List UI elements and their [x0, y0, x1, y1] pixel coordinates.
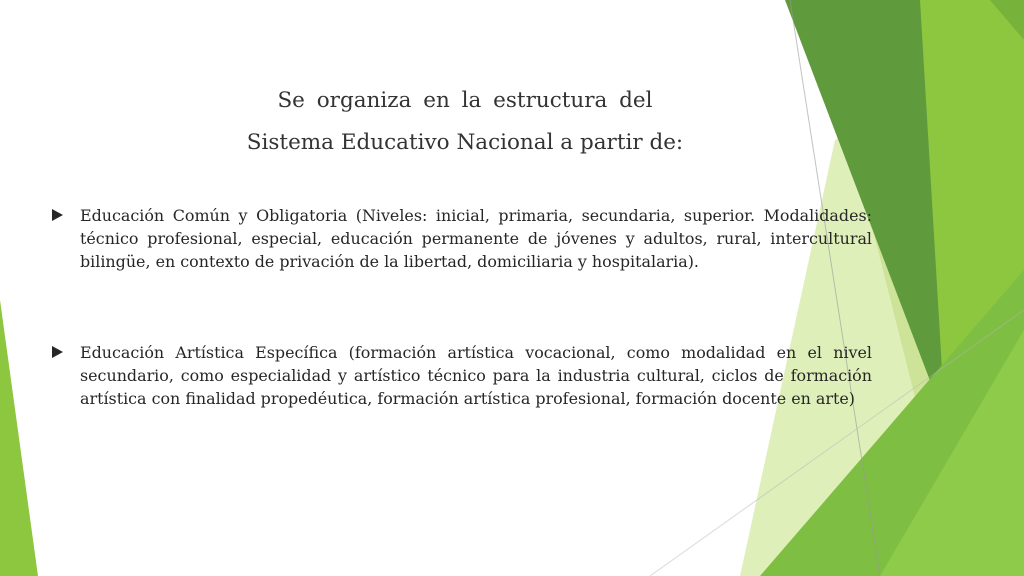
slide-title-line-2: Sistema Educativo Nacional a partir de:	[246, 130, 684, 155]
slide-title-line-1: Se organiza en la estructura del	[277, 88, 653, 113]
triangle-bullet-icon	[52, 209, 63, 221]
bullet-item	[52, 341, 872, 410]
bullet-text: Educación Común y Obligatoria (Niveles: inicial, primaria, secundaria, superior. Modalidades: técnico profesional, especial, educación permanente de jóvenes y adultos, rural, intercultural bilingüe, en contexto de privación de la libertad, domiciliaria y hospitalaria).	[80, 206, 872, 271]
left-green-sliver	[0, 300, 38, 576]
bullet-item	[52, 204, 872, 273]
triangle-bullet-icon	[52, 346, 63, 358]
bullet-text: Educación Artística Específica (formación artística vocacional, como modalidad en el nivel secundario, como especialidad y artístico técnico para la industria cultural, ciclos de formación artística con finalidad propedéutica, formación artística profesional, formación docente en arte)	[80, 343, 872, 408]
